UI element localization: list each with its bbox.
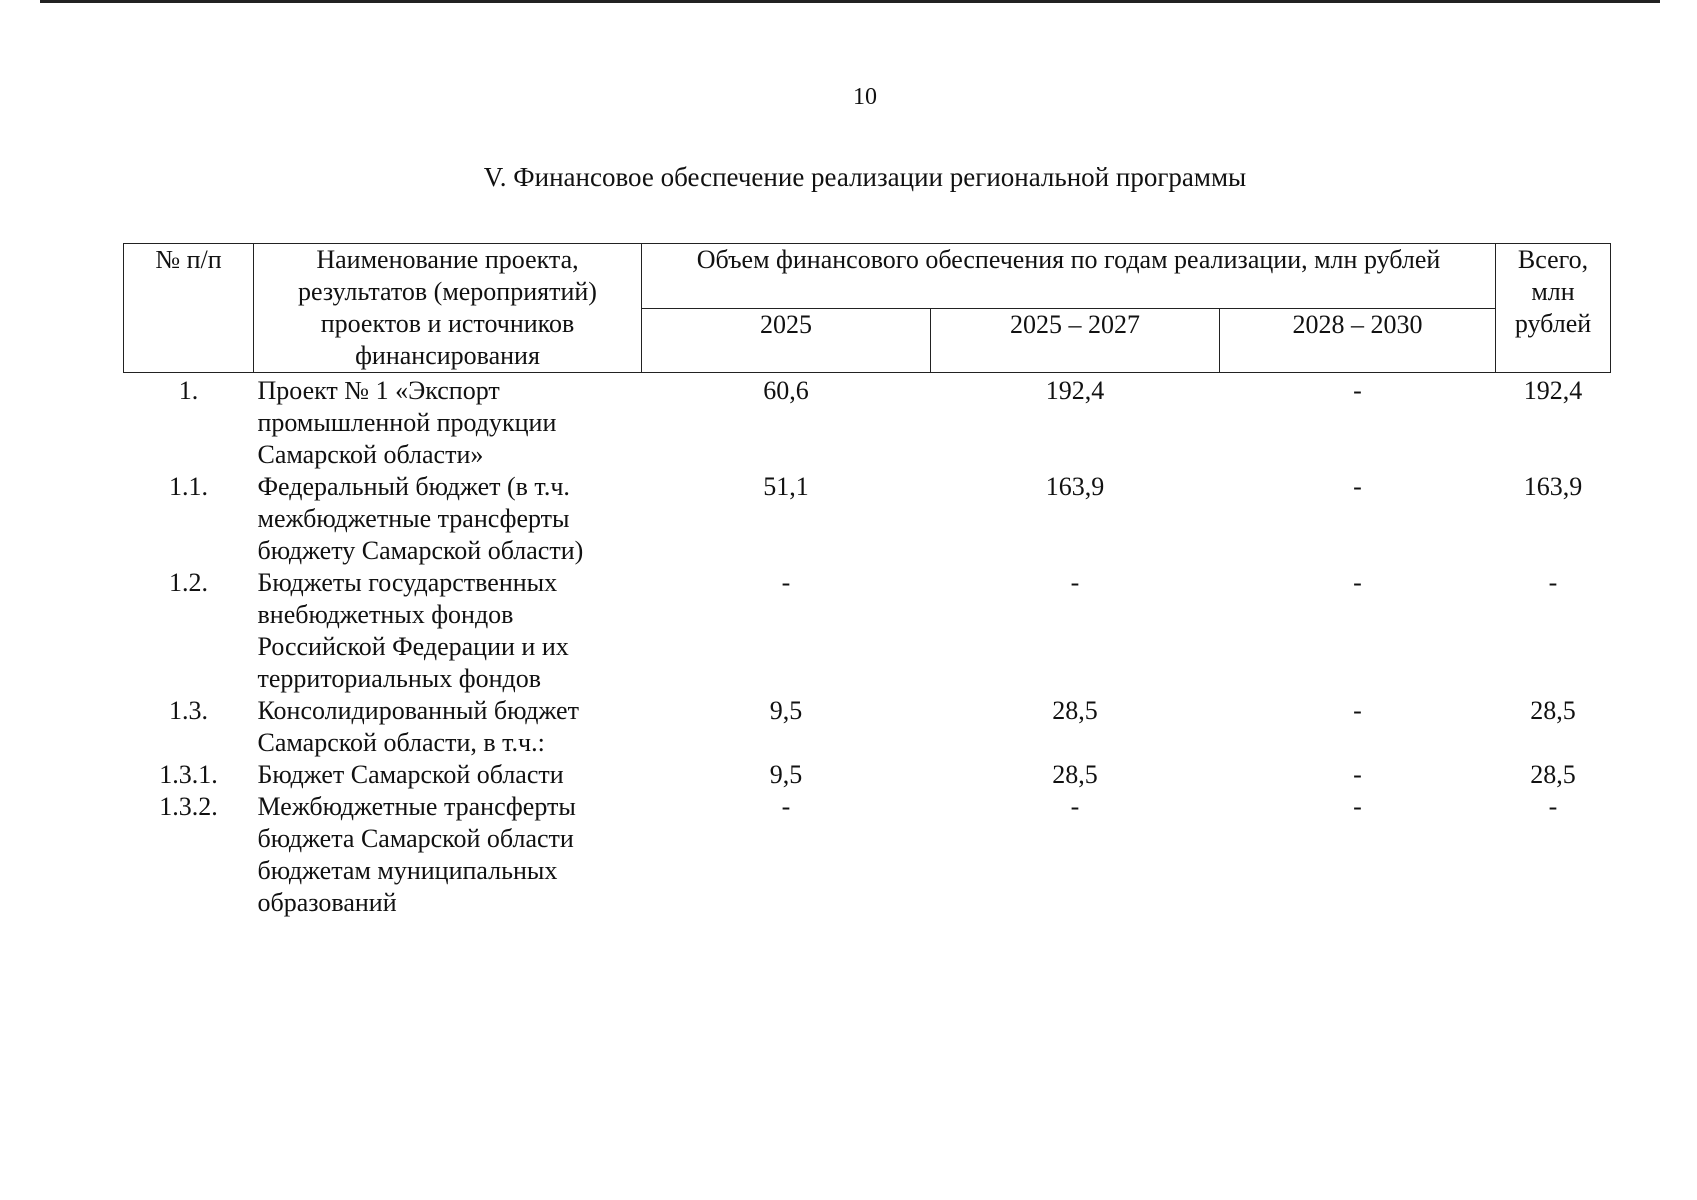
row-value-2025-2027: - [1070,568,1080,597]
row-value-2025: - [781,792,791,821]
row-value-2025-2027: 28,5 [1052,760,1098,789]
financing-table [123,243,1611,919]
row-name: Межбюджетные трансферты бюджета Самарской области бюджетам муниципальных образований [257,792,576,917]
header-volume: Объем финансового обеспечения по годам реализации, млн рублей [642,244,1496,309]
row-value-2025: 60,6 [763,376,809,405]
table-body [124,373,1611,920]
row-value-2028-2030: - [1353,568,1362,597]
row-value-2028-2030: - [1353,472,1362,501]
row-total: - [1548,568,1558,597]
row-total: - [1548,792,1558,821]
row-total: 192,4 [1523,376,1583,405]
row-value-2025-2027: - [1070,792,1080,821]
header-total: Всего, млн рублей [1496,244,1611,373]
row-value-2025: 9,5 [769,696,803,725]
row-value-2028-2030: - [1353,792,1362,821]
row-num: 1.1. [169,472,208,501]
row-value-2025-2027: 192,4 [1045,376,1105,405]
row-num: 1.3.1. [159,760,218,789]
row-value-2025: - [781,568,791,597]
row-value-2028-2030: - [1353,760,1362,789]
table-row [124,695,1611,759]
row-value-2028-2030: - [1353,696,1362,725]
header-year-2025: 2025 [642,308,931,373]
top-rule [40,0,1660,3]
table-row [124,791,1611,919]
row-num: 1. [178,376,199,405]
header-num: № п/п [124,244,254,373]
table-row [124,759,1611,791]
row-value-2025-2027: 28,5 [1052,696,1098,725]
row-value-2028-2030: - [1353,376,1362,405]
table-row [124,373,1611,472]
row-value-2025-2027: 163,9 [1045,472,1105,501]
table-row [124,471,1611,567]
row-name: Федеральный бюджет (в т.ч. межбюджетные трансферты бюджету Самарской области) [257,472,584,565]
row-name: Консолидированный бюджет Самарской области, в т.ч.: [257,696,579,757]
row-name: Бюджеты государственных внебюджетных фондов Российской Федерации и их территориальных фондов [257,568,569,693]
header-year-2028-2030: 2028 – 2030 [1220,308,1496,373]
row-total: 163,9 [1523,472,1583,501]
header-name: Наименование проекта, результатов (мероприятий) проектов и источников финансирования [254,244,642,373]
row-num: 1.3.2. [159,792,218,821]
row-total: 28,5 [1530,696,1576,725]
section-title: V. Финансовое обеспечение реализации региональной программы [483,162,1247,192]
row-name: Проект № 1 «Экспорт промышленной продукции Самарской области» [257,376,557,469]
row-num: 1.3. [169,696,208,725]
table-header [124,244,1611,373]
row-total: 28,5 [1530,760,1576,789]
row-value-2025: 51,1 [763,472,809,501]
row-value-2025: 9,5 [769,760,803,789]
row-num: 1.2. [169,568,208,597]
row-name: Бюджет Самарской области [257,760,564,789]
header-year-2025-2027: 2025 – 2027 [931,308,1220,373]
page-number: 10 [853,84,877,110]
table-row [124,567,1611,695]
